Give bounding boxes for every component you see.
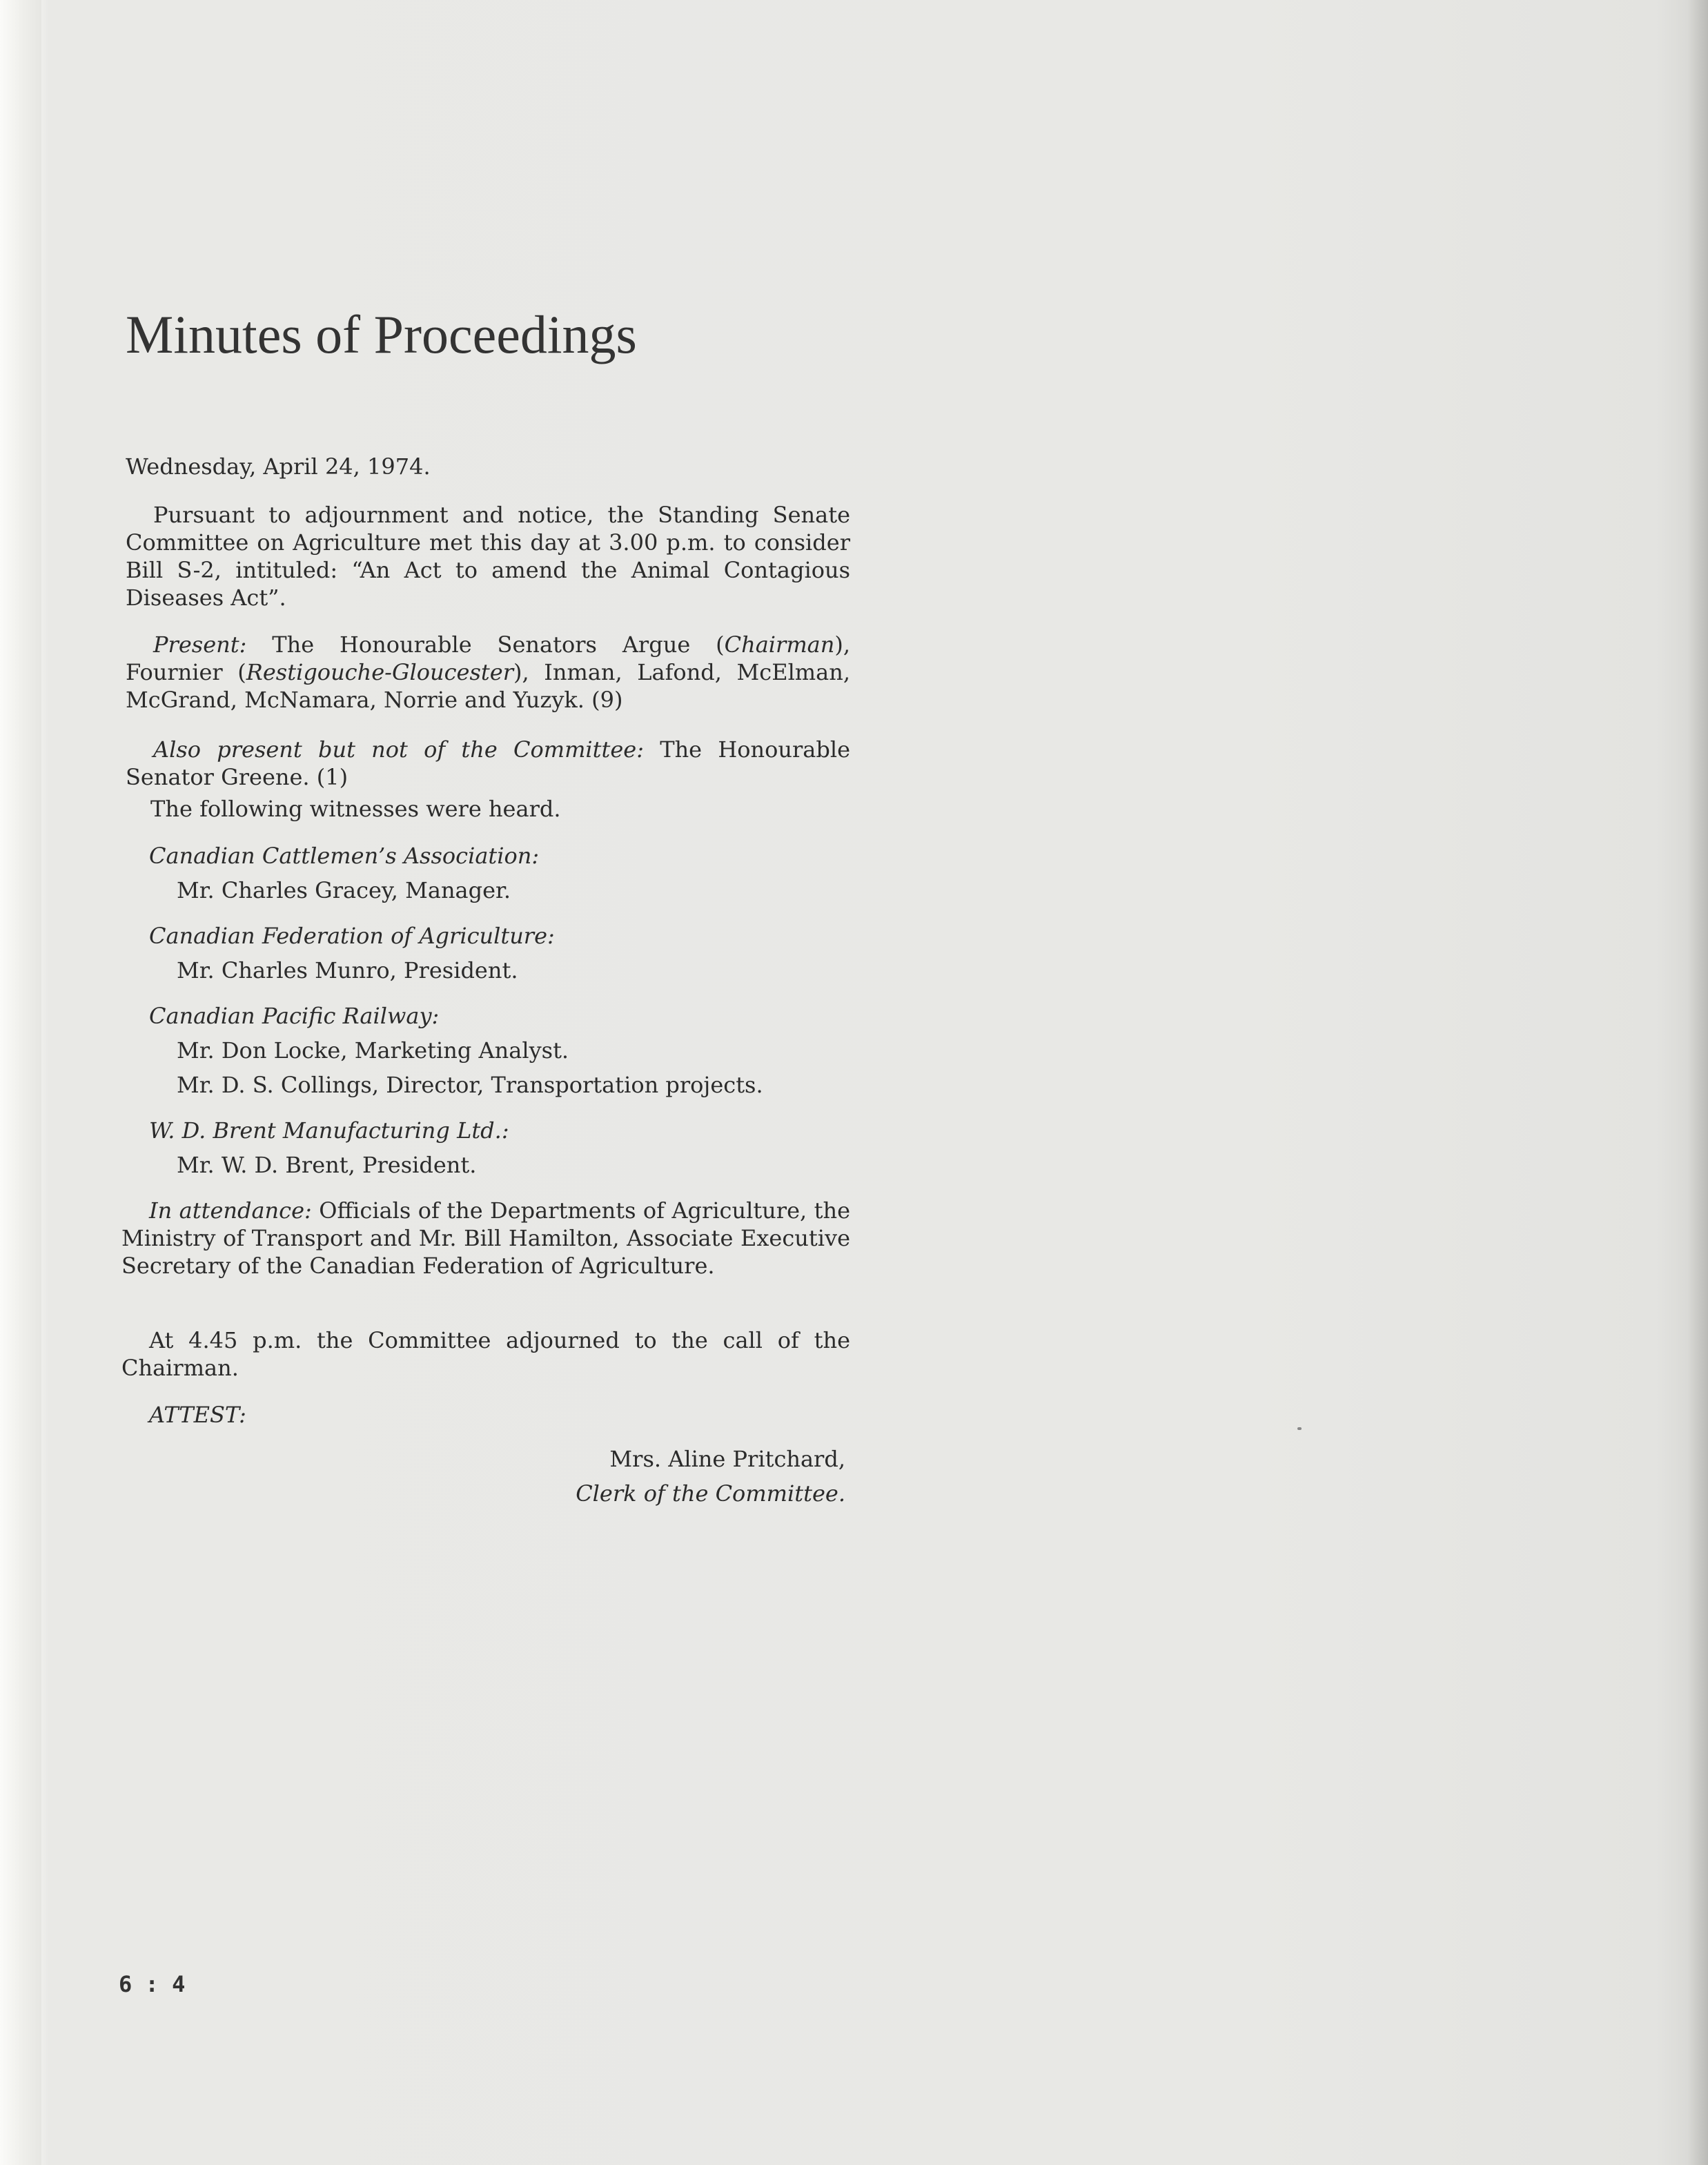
witness-org: W. D. Brent Manufacturing Ltd.: bbox=[149, 1117, 509, 1144]
opening-paragraph: Pursuant to adjournment and notice, the Standing Senate Committee on Agriculture met this day at 3.00 p.m. to consider Bill S-2, intituled: “An Act to amend the Animal Contagious Diseases Act”. bbox=[126, 502, 850, 611]
present-paragraph bbox=[126, 631, 850, 714]
present-label: Present: bbox=[153, 631, 247, 658]
witness-person: Mr. D. S. Collings, Director, Transportation projects. bbox=[177, 1072, 763, 1098]
witness-person: Mr. W. D. Brent, President. bbox=[177, 1152, 477, 1178]
meeting-date: Wednesday, April 24, 1974. bbox=[126, 453, 431, 480]
witness-person: Mr. Charles Munro, President. bbox=[177, 957, 518, 983]
witness-person: Mr. Charles Gracey, Manager. bbox=[177, 877, 511, 903]
attendance-label: In attendance: bbox=[149, 1197, 312, 1224]
signature-title: Clerk of the Committee. bbox=[576, 1480, 845, 1507]
page-binding-edge bbox=[0, 0, 41, 2165]
attendance-paragraph bbox=[121, 1197, 850, 1280]
also-present-paragraph bbox=[126, 736, 850, 791]
signature-name: Mrs. Aline Pritchard, bbox=[609, 1446, 845, 1472]
present-text-3: ), Inman, Lafond, McElman, McGrand, McNamara, Norrie and Yuzyk. (9) bbox=[126, 659, 851, 713]
witness-org: Canadian Cattlemen’s Association: bbox=[149, 843, 540, 869]
adjournment-paragraph: At 4.45 p.m. the Committee adjourned to the call of the Chairman. bbox=[121, 1327, 850, 1381]
present-chairman: Chairman bbox=[724, 631, 835, 658]
also-present-text: The Honourable Senator Greene. (1) bbox=[126, 736, 851, 790]
present-text-1: The Honourable Senators Argue ( bbox=[246, 631, 725, 658]
present-text-2: ), Fournier ( bbox=[126, 631, 850, 685]
paper-speck bbox=[1297, 1427, 1302, 1430]
witness-person: Mr. Don Locke, Marketing Analyst. bbox=[177, 1037, 569, 1064]
also-present-label: Also present but not of the Committee: bbox=[153, 736, 645, 763]
page-right-shadow bbox=[1687, 0, 1708, 2165]
witnesses-intro: The following witnesses were heard. bbox=[150, 796, 561, 822]
witness-org: Canadian Federation of Agriculture: bbox=[149, 923, 555, 949]
attendance-text: Officials of the Departments of Agriculture, the Ministry of Transport and Mr. Bill Hamilton, Associate Executive Secretary of the Canadian Federation of Agriculture. bbox=[121, 1197, 851, 1279]
page-title: Minutes of Proceedings bbox=[126, 304, 637, 364]
page-number: 6 : 4 bbox=[119, 1971, 186, 1997]
attest-label: ATTEST: bbox=[149, 1402, 246, 1428]
witness-org: Canadian Pacific Railway: bbox=[149, 1003, 440, 1029]
present-riding: Restigouche-Gloucester bbox=[246, 659, 513, 685]
